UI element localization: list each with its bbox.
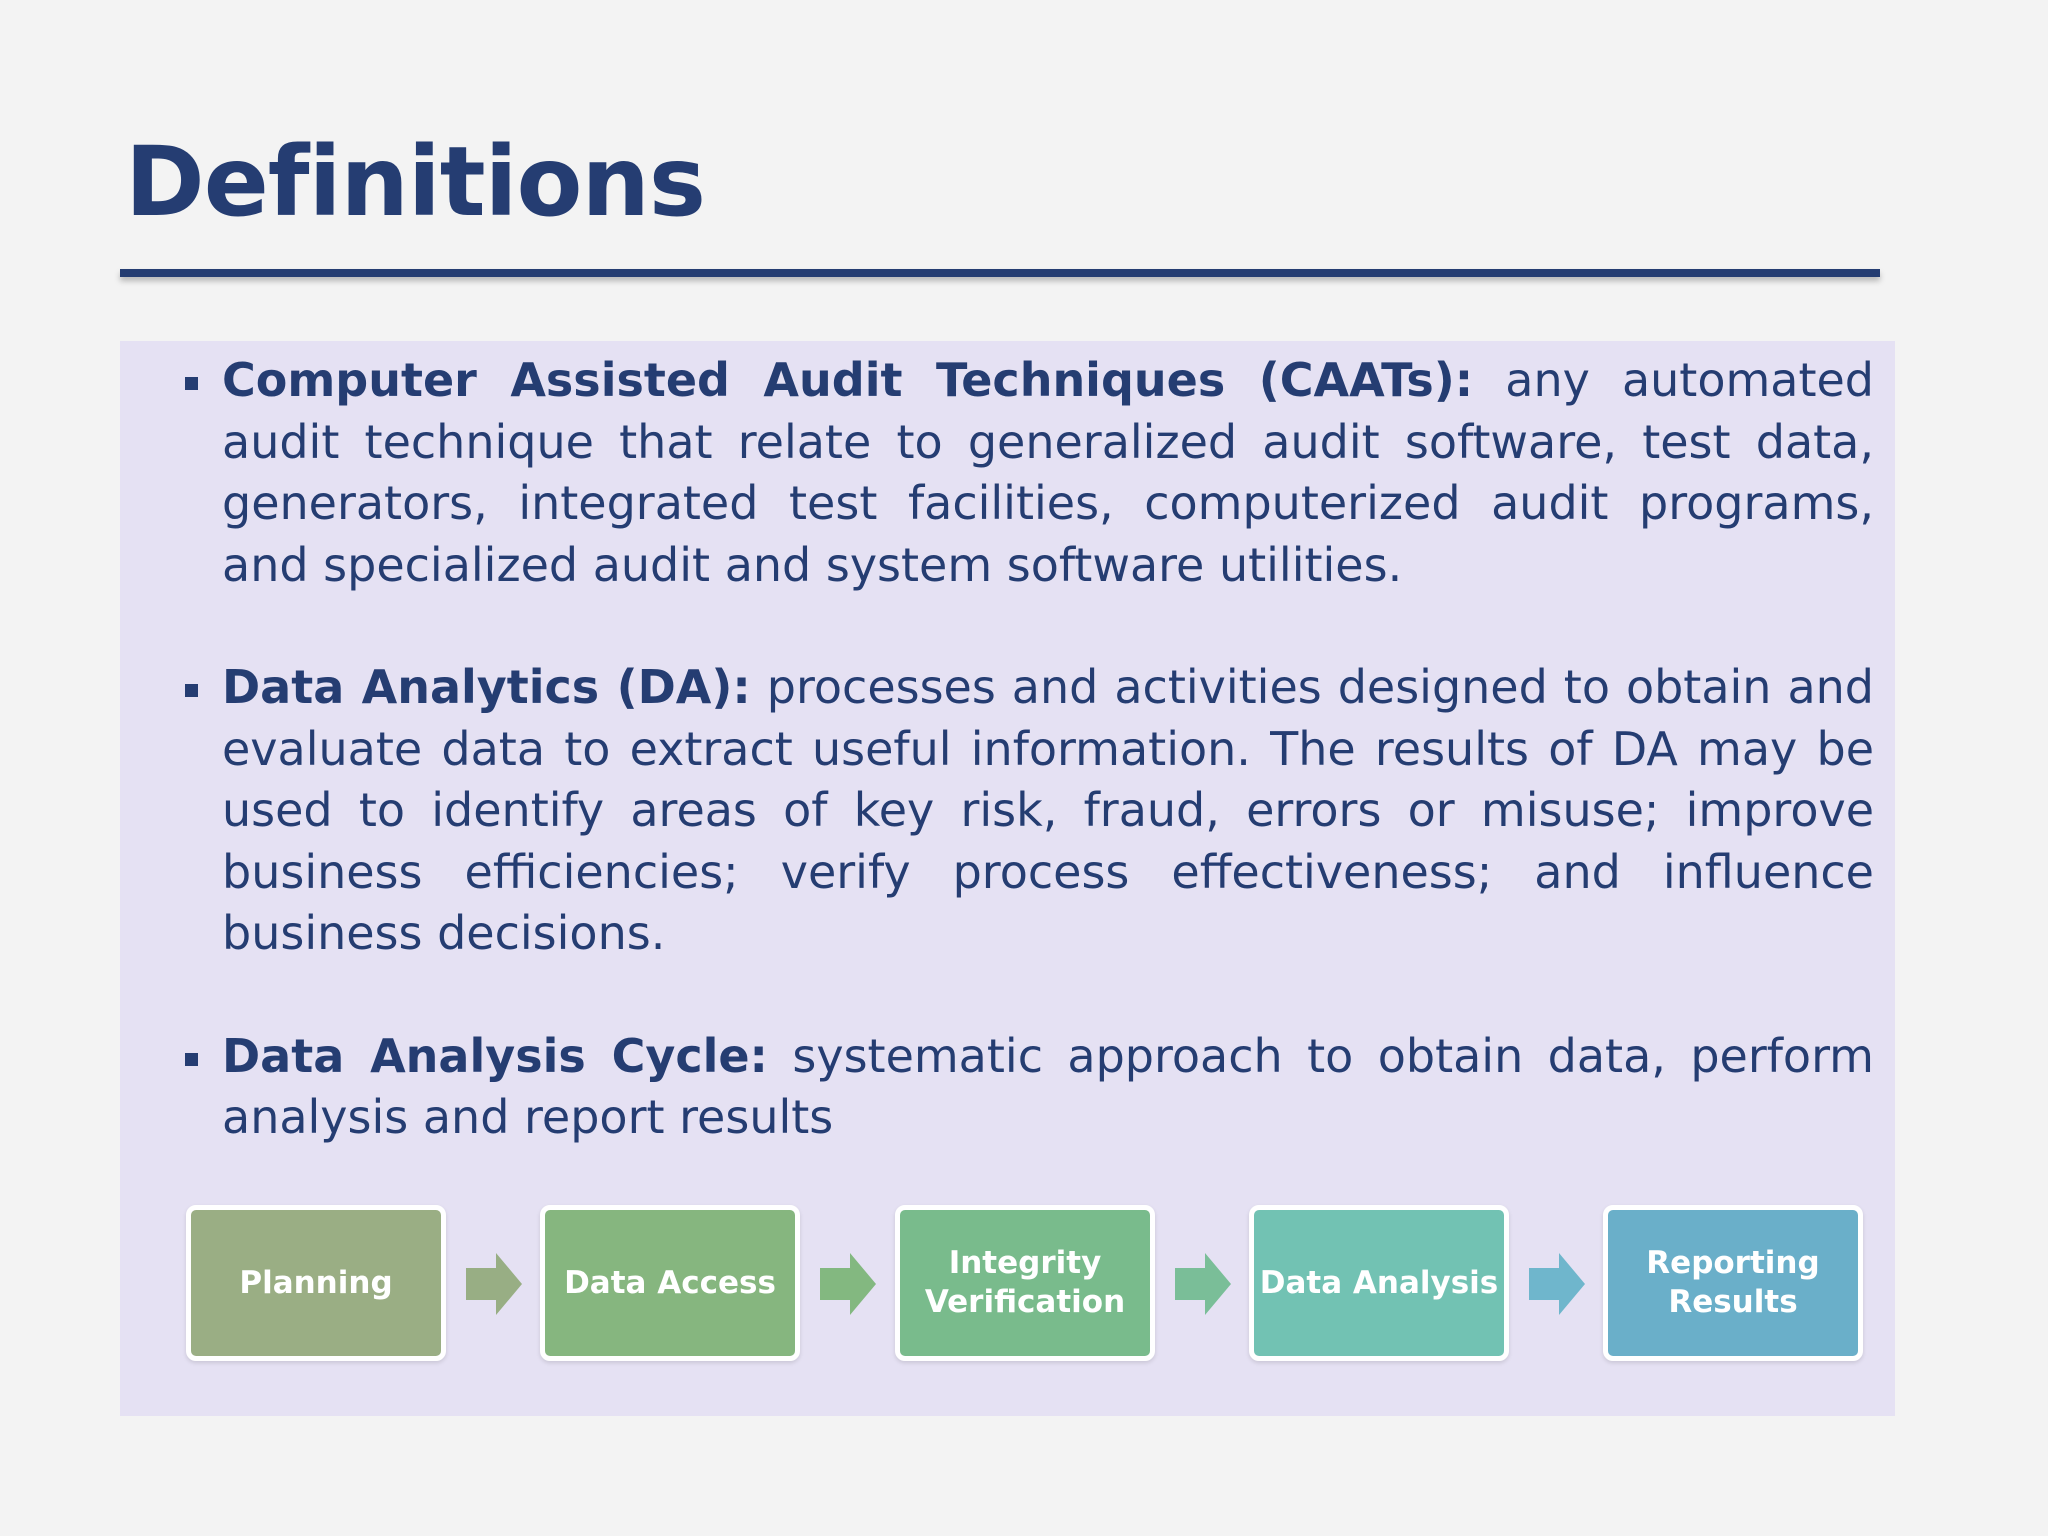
title-underline (120, 269, 1880, 277)
definition-term: Computer Assisted Audit Techniques (CAATs): (222, 353, 1474, 407)
arrow-shape (820, 1253, 876, 1315)
definition-item-data-analytics (180, 657, 1874, 965)
definition-text: any automated audit technique that relate to generalized audit software, test data, generators, integrated test facilities, computerized audit programs, and specialized audit and system software utilities. (222, 353, 1874, 592)
right-arrow-icon (1175, 1253, 1231, 1315)
cycle-step-reporting-results: Reporting Results (1603, 1205, 1863, 1361)
data-analysis-cycle-diagram (186, 1205, 1862, 1361)
cycle-step-planning: Planning (186, 1205, 446, 1361)
right-arrow-icon (1529, 1253, 1585, 1315)
definition-item-caats (180, 350, 1874, 596)
cycle-step-data-access: Data Access (540, 1205, 800, 1361)
definition-text: systematic approach to obtain data, perform analysis and report results (222, 1028, 1874, 1144)
definition-term: Data Analysis Cycle: (222, 1028, 768, 1083)
definition-term: Data Analytics (DA): (222, 660, 751, 714)
right-arrow-icon (820, 1253, 876, 1315)
cycle-step-data-analysis: Data Analysis (1249, 1205, 1509, 1361)
definition-item-data-analysis-cycle (180, 1026, 1874, 1149)
arrow-shape (466, 1253, 522, 1315)
cycle-step-integrity-verification: Integrity Verification (895, 1205, 1155, 1361)
definitions-list (180, 350, 1874, 1210)
arrow-shape (1529, 1253, 1585, 1315)
slide-title: Definitions (125, 126, 705, 238)
right-arrow-icon (466, 1253, 522, 1315)
definition-text: processes and activities designed to obtain and evaluate data to extract useful information. The results of DA may be used to identify areas of key risk, fraud, errors or misuse; improve business efficiencies; verify process effectiveness; and influence business decisions. (222, 660, 1874, 960)
arrow-shape (1175, 1253, 1231, 1315)
